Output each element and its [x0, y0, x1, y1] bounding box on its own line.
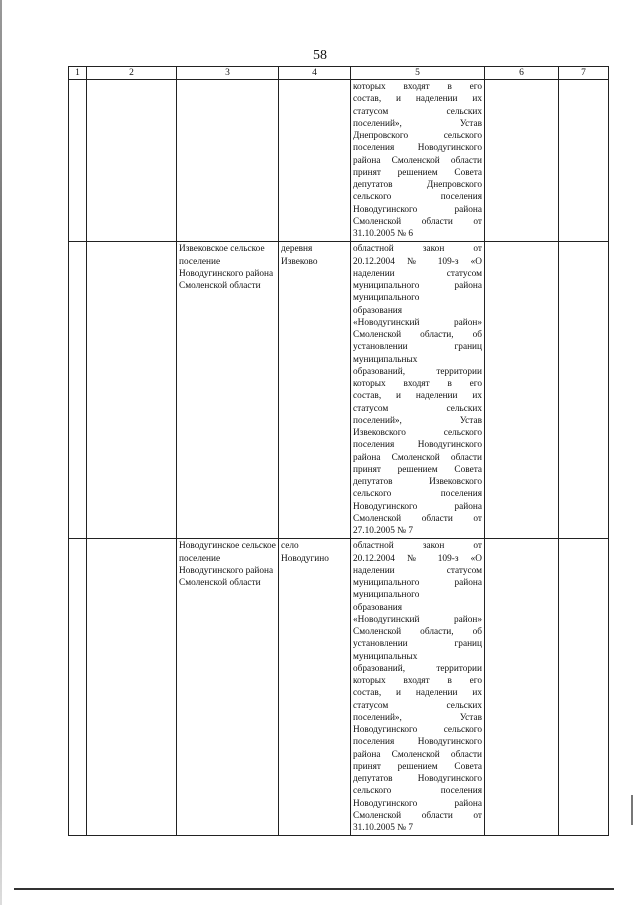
table-cell-c3: Новодугинское сельское поселение Новодугинского района Смоленской области: [177, 539, 279, 836]
legal-basis-line: Новодугинского района: [353, 798, 482, 809]
legal-basis-line: района Смоленской области: [353, 155, 482, 166]
legal-basis-line: образований, территории: [353, 663, 482, 674]
column-header: 3: [177, 67, 279, 80]
legal-basis-line: Смоленской области от: [353, 216, 482, 227]
table-cell-c7: [559, 242, 609, 539]
legal-basis-line: 20.12.2004 № 109-з «О: [353, 553, 482, 564]
legal-basis-line: муниципальных: [353, 354, 418, 365]
table-cell-c2: [87, 80, 177, 242]
column-header: 5: [351, 67, 485, 80]
legal-basis-line: района Смоленской области: [353, 452, 482, 463]
table-cell-c4: село Новодугино: [279, 539, 351, 836]
legal-basis-line: 31.10.2005 № 7: [353, 823, 414, 833]
legal-basis-line: установлении границ: [353, 639, 482, 650]
table-cell-c6: [485, 539, 559, 836]
legal-basis-line: депутатов Новодугинского: [353, 774, 482, 784]
legal-basis-line: наделении статусом: [353, 565, 482, 576]
table-cell-c2: [87, 242, 177, 539]
legal-basis-line: сельского поселения: [353, 489, 482, 500]
legal-basis-line: Смоленской области, об: [353, 330, 482, 340]
legal-basis-line: которых входят в его: [353, 82, 482, 92]
table-row: [69, 539, 609, 836]
legal-basis-line: состав, и наделении их: [353, 94, 482, 105]
table-cell-c5: [351, 242, 485, 539]
legal-basis-line: поселений», Устав: [353, 415, 482, 426]
table-cell-c7: [559, 80, 609, 242]
legal-basis-line: областной закон от: [353, 541, 482, 552]
table-cell-c4: деревня Извеково: [279, 242, 351, 539]
header-row: [69, 67, 609, 80]
legal-basis-line: депутатов Извековского: [353, 477, 482, 487]
legal-basis-line: Новодугинского района: [353, 204, 482, 215]
scan-left-edge: [0, 0, 2, 905]
legal-basis-line: Смоленской области, об: [353, 627, 482, 637]
legal-basis-line: «Новодугинский район»: [353, 614, 482, 625]
table-cell-c2: [87, 539, 177, 836]
column-header: 1: [69, 67, 87, 80]
legal-basis-line: сельского поселения: [353, 192, 482, 203]
legal-basis-line: муниципального района: [353, 578, 482, 588]
table-cell-c6: [485, 80, 559, 242]
legal-basis-line: которых входят в его: [353, 379, 482, 389]
table-cell-c1: [69, 539, 87, 836]
table-cell-c1: [69, 80, 87, 242]
legal-basis-line: Смоленской области от: [353, 810, 482, 821]
table-row: [69, 80, 609, 242]
table-row: [69, 242, 609, 539]
legal-basis-line: Извековского сельского: [353, 428, 482, 438]
legal-basis-line: района Смоленской области: [353, 749, 482, 760]
table-cell-c1: [69, 242, 87, 539]
table-cell-c4: [279, 80, 351, 242]
legal-basis-line: образований, территории: [353, 366, 482, 377]
column-header: 4: [279, 67, 351, 80]
legal-basis-line: поселения Новодугинского: [353, 737, 482, 748]
table-cell-c6: [485, 242, 559, 539]
legal-basis-line: статусом сельских: [353, 700, 482, 711]
legal-basis-line: состав, и наделении их: [353, 688, 482, 699]
legal-basis-line: поселения Новодугинского: [353, 440, 482, 451]
legal-basis-line: Днепровского сельского: [353, 131, 482, 141]
table-cell-c7: [559, 539, 609, 836]
scan-edge-mark: [631, 795, 633, 825]
legal-basis-line: поселений», Устав: [353, 118, 482, 129]
legal-basis-line: сельского поселения: [353, 786, 482, 797]
legal-basis-line: Новодугинского района: [353, 501, 482, 512]
legal-basis-line: состав, и наделении их: [353, 391, 482, 402]
settlements-table: [68, 66, 609, 836]
legal-basis-line: наделении статусом: [353, 268, 482, 279]
legal-basis-line: поселения Новодугинского: [353, 143, 482, 154]
legal-basis-line: принят решением Совета: [353, 464, 482, 475]
column-header: 7: [559, 67, 609, 80]
legal-basis-line: муниципального: [353, 590, 420, 601]
legal-basis-line: «Новодугинский район»: [353, 317, 482, 328]
table-cell-c5: [351, 80, 485, 242]
page-number: 58: [313, 48, 327, 63]
column-header: 2: [87, 67, 177, 80]
legal-basis-line: 31.10.2005 № 6: [353, 229, 414, 239]
legal-basis-line: статусом сельских: [353, 106, 482, 117]
legal-basis-line: образования: [353, 602, 403, 613]
legal-basis-line: 27.10.2005 № 7: [353, 526, 414, 536]
bottom-rule: [14, 888, 614, 890]
legal-basis-line: которых входят в его: [353, 676, 482, 686]
legal-basis-line: принят решением Совета: [353, 167, 482, 178]
table-cell-c5: [351, 539, 485, 836]
legal-basis-line: Новодугинского сельского: [353, 725, 482, 735]
table-cell-c3: Извековское сельское поселение Новодугинского района Смоленской области: [177, 242, 279, 539]
legal-basis-line: муниципальных: [353, 651, 418, 662]
legal-basis-line: статусом сельских: [353, 403, 482, 414]
column-header: 6: [485, 67, 559, 80]
legal-basis-line: установлении границ: [353, 342, 482, 353]
legal-basis-line: депутатов Днепровского: [353, 180, 482, 190]
legal-basis-line: принят решением Совета: [353, 761, 482, 772]
table-cell-c3: [177, 80, 279, 242]
legal-basis-line: муниципального района: [353, 281, 482, 291]
legal-basis-line: образования: [353, 305, 403, 316]
legal-basis-line: муниципального: [353, 293, 420, 304]
legal-basis-line: Смоленской области от: [353, 513, 482, 524]
legal-basis-line: областной закон от: [353, 244, 482, 255]
legal-basis-line: поселений», Устав: [353, 712, 482, 723]
legal-basis-line: 20.12.2004 № 109-з «О: [353, 256, 482, 267]
